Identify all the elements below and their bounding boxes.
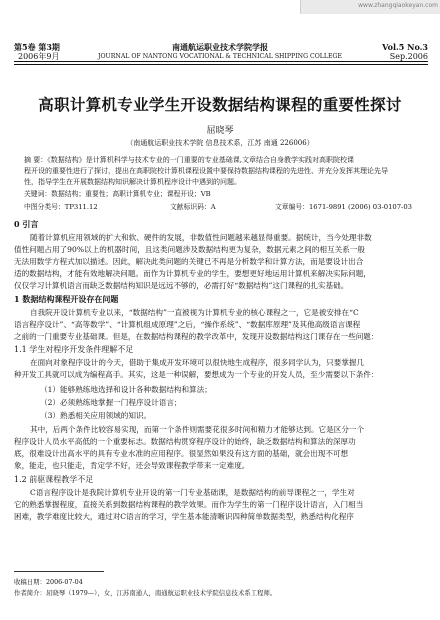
received-date: 收稿日期：2006-07-04: [14, 578, 83, 586]
body-line: 语言程序设计”、“高等数学”、“计算机组成原理”之后，“操作系统”、“数据库原理”及其他高级语言课程: [14, 320, 361, 329]
header-rule-thin: [14, 64, 428, 65]
issue-number: 第5卷 第3期: [14, 42, 60, 52]
body-line: 在面向对象程序设计的今天，借助于集成开发环境可以很快地生成程序，很多同学认为，只要掌握几: [30, 358, 365, 367]
watermark-text: www.zhangqiaokeyan.com: [358, 2, 438, 9]
body-line: 无法用数学方程式加以描述。因此，解决此类问题的关键已不再是分析数学和计算方法，而是要设计出合: [14, 257, 364, 266]
author-affiliation: （南通航运职业技术学院 信息技术系，江苏 南通 226006）: [126, 139, 314, 147]
body-line: 随着计算机应用领域的扩大和软、硬件的发展，非数值性问题越来越显得重要。据统计，当今处理非数: [30, 233, 372, 242]
article-number: 文章编号：1671-9891 (2006) 03-0107-03: [275, 203, 412, 211]
subsection-heading: 1.2 前驱课程教学不足: [14, 475, 94, 484]
clc-number: 中图分类号：TP311.12: [24, 203, 98, 211]
list-item: （1）能够熟练地选择和设计各种数据结构和算法；: [40, 385, 212, 394]
body-line: 底，很难设计出高水平的具有专业水准的应用程序。很显然如果没有这方面的基础，就会出现不可想: [14, 449, 349, 458]
abstract-line: 摘 要：《数据结构》是计算机科学与技术专业的一门重要的专业基础课,文章结合自身教学实践对高职院校课: [24, 156, 354, 164]
issue-date: 2006年9月: [18, 52, 60, 61]
body-line: 自我院开设计算机专业以来，“数据结构”一直被视为计算机专业的核心课程之一，它是被安排在“C: [30, 308, 359, 317]
journal-name-cn: 南通航运职业技术学院学报: [172, 42, 268, 52]
body-line: C语言程序设计是我院计算机专业开设的第一门专业基础课，是数据结构的前导课程之一，学生对: [30, 488, 355, 497]
body-line: 其中，后两个条件比较容易实现，而第一个条件则需要花很多时间和精力才能够达到。它是区分一个: [30, 425, 365, 434]
author-name: 屈晓琴: [206, 126, 234, 136]
article-title: 高职计算机专业学生开设数据结构课程的重要性探讨: [38, 95, 402, 114]
journal-name-en: JOURNAL OF NANTONG VOCATIONAL & TECHNICAL SHIPPING COLLEGE: [98, 53, 342, 60]
body-line: 困难，教学难度比较大，通过对C语言的学习，学生基本能清晰识四种简单数据类型，熟悉结构化程序: [14, 512, 354, 521]
body-line: 象，能走，也只能走，肯定学不好，还会导致课程教学带来一定难度。: [14, 461, 250, 470]
body-line: 仅仅学习计算机语言而缺乏数据结构知识是远远不够的，必需打好“数据结构”这门课程的扎实基础。: [14, 281, 349, 290]
abstract-line: 程开设的重要性进行了探讨，提出在高职院校计算机课程设置中要保持数据结构课程的先进性、并充分发挥其理论先导: [24, 167, 388, 175]
list-item: （2）必须熟练地掌握一门程序设计语言；: [40, 398, 182, 407]
body-line: 程序设计人员水平高低的一个重要标志。数据结构贯穿程序设计的始终，缺乏数据结构和算法的深厚功: [14, 437, 356, 446]
footnote-rule: [14, 571, 104, 572]
author-bio: 作者简介：屈晓琴（1979—），女，江苏南通人，南通航运职业技术学院信息技术系工程师。: [14, 589, 277, 597]
section-heading: 0 引言: [14, 219, 39, 229]
list-item: （3）熟悉相关应用领域的知识。: [40, 411, 152, 420]
subsection-heading: 1.1 学生对程序开发条件理解不足: [14, 345, 134, 354]
document-code: 文献标识码：A: [170, 203, 216, 211]
keywords: 关键词：数据结构；重要性；高职计算机专业；课程开设；VB: [24, 190, 211, 198]
body-line: 值性问题占用了90%以上的机器时间，且这类问题涉及数据结构更为复杂，数据元素之间的相互关系一般: [14, 245, 365, 254]
body-line: 之前的一门重要专业基础课。但是，在数据结构课程的教学改革中，发现开设数据结构这门课存在一些问题：: [14, 332, 379, 341]
abstract-line: 性，指导学生在开展数据结构知识解决计算机程序设计中遇到的问题。: [24, 178, 241, 186]
section-heading: 1 数据结构课程开设存在问题: [14, 294, 119, 304]
body-line: 它的熟悉掌握程度，直接关系到数据结构课程的教学效果。而作为学生的第一门程序设计语言，入门相当: [14, 500, 364, 509]
body-line: 适的数据结构，才能有效地解决问题。而作为计算机专业的学生，要想更好地运用计算机来解决实际问题，: [14, 269, 371, 278]
header-rule: [14, 61, 428, 62]
volume-number: Vol.5 No.3: [382, 42, 428, 52]
body-line: 种开发工具就可以成为编程高手。其实，这是一种误解，要想成为一个专业的开发人员，至少需要以下条件：: [14, 370, 379, 379]
publication-date: Sep.2006: [389, 52, 428, 61]
watermark-bar: [300, 0, 440, 14]
